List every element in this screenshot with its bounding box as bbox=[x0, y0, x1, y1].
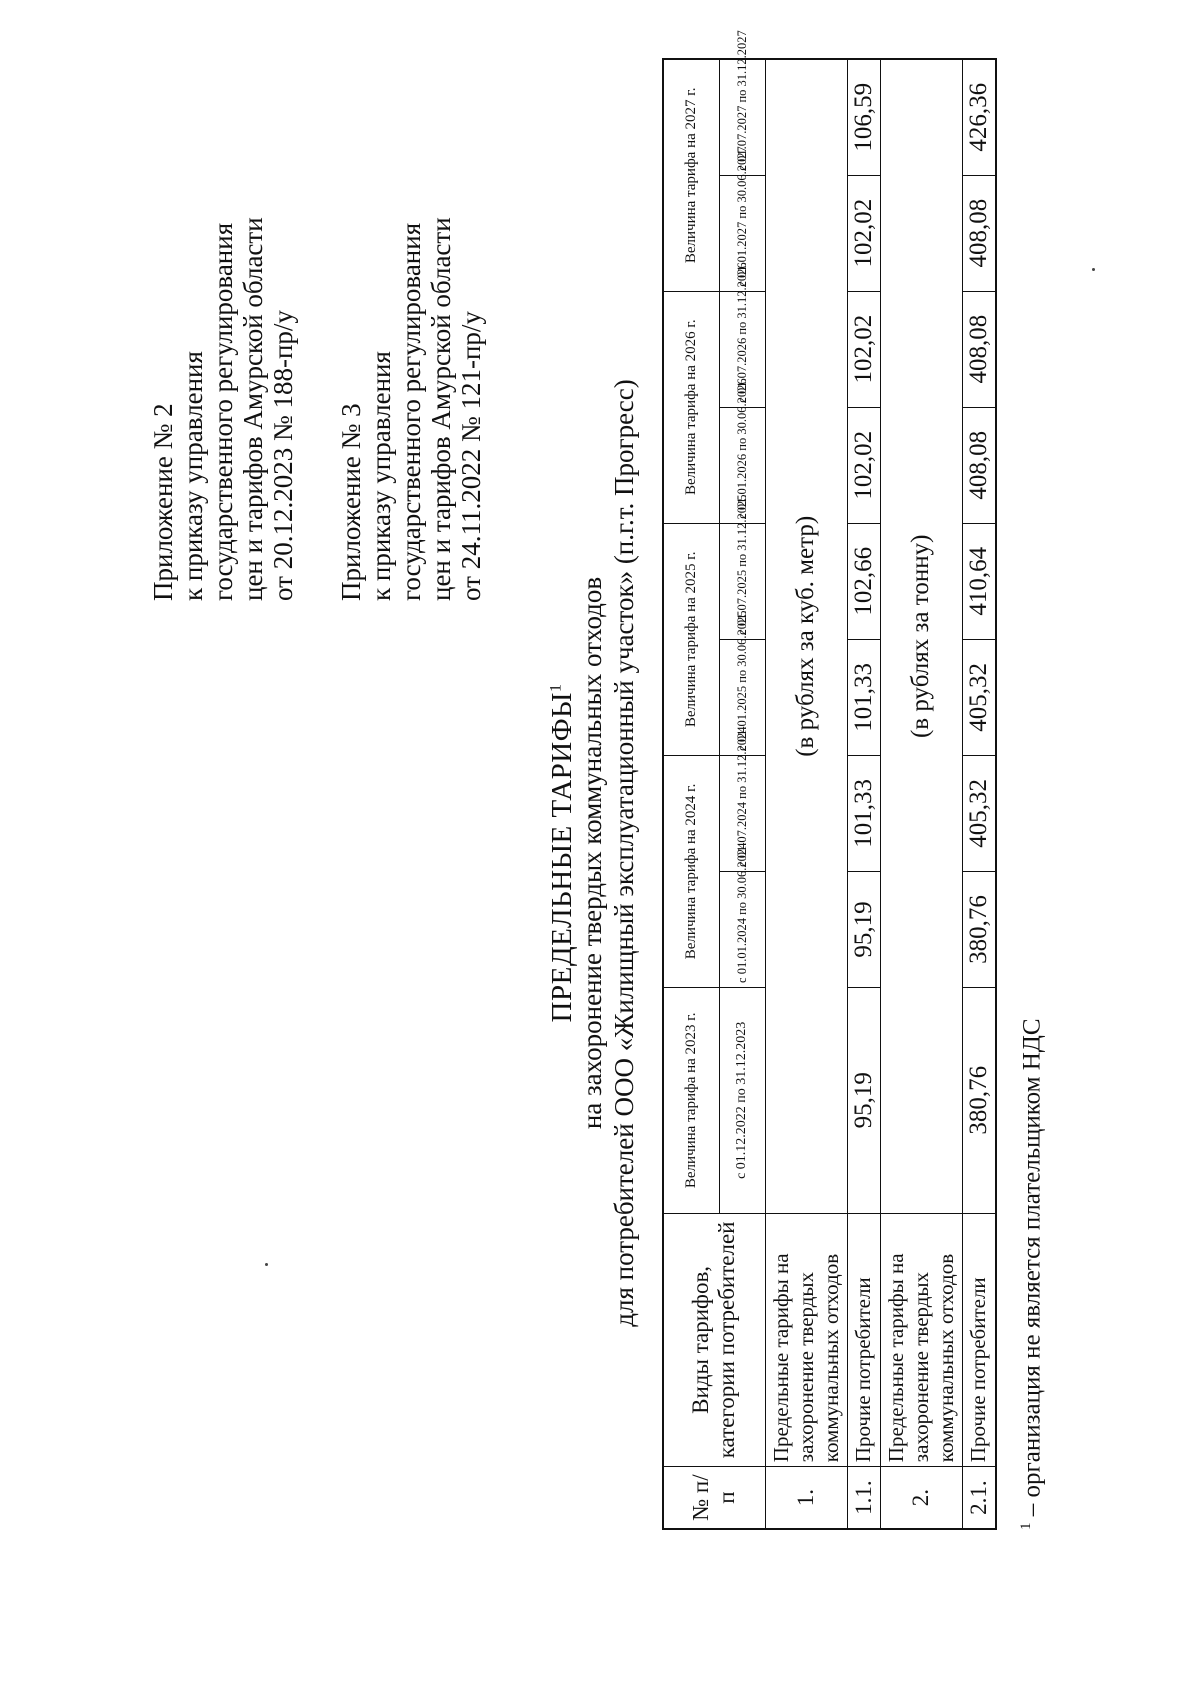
header-period: с 01.07.2027 по 31.12.2027 bbox=[719, 59, 765, 175]
tariff-value: 408,08 bbox=[962, 175, 996, 291]
appendix-line: цен и тарифов Амурской области bbox=[426, 217, 456, 601]
table-row bbox=[880, 59, 962, 1529]
tariff-value: 95,19 bbox=[847, 987, 880, 1213]
tariff-value: 101,33 bbox=[847, 639, 880, 755]
appendix-line: к приказу управления bbox=[366, 351, 396, 601]
header-year-2023: Величина тарифа на 2023 г. bbox=[663, 987, 719, 1213]
header-year-2027: Величина тарифа на 2027 г. bbox=[663, 59, 719, 291]
table-header-row bbox=[663, 59, 719, 1529]
header-year-2026: Величина тарифа на 2026 г. bbox=[663, 291, 719, 523]
table-row bbox=[962, 59, 996, 1529]
row-number: 2. bbox=[880, 1467, 962, 1529]
document-subtitle-line: на захоронение твердых коммунальных отходов bbox=[577, 576, 607, 1130]
row-category: Прочие потребители bbox=[962, 1213, 996, 1467]
appendix-line: Приложение № 2 bbox=[148, 403, 178, 601]
row-number: 2.1. bbox=[962, 1467, 996, 1529]
table-row bbox=[765, 59, 847, 1529]
tariff-table bbox=[662, 30, 997, 1530]
header-period: с 01.01.2026 по 30.06.2026 bbox=[719, 407, 765, 523]
appendix-line: государственного регулирования bbox=[396, 222, 426, 601]
tariff-value: 101,33 bbox=[847, 755, 880, 871]
scan-speck bbox=[1092, 268, 1095, 271]
footnote-mark: 1 bbox=[1018, 1522, 1034, 1530]
header-num: № п/п bbox=[663, 1467, 765, 1529]
tariff-value: 102,02 bbox=[847, 407, 880, 523]
header-period: с 01.07.2024 по 31.12.2024 bbox=[719, 755, 765, 871]
appendix-header-original bbox=[336, 81, 486, 601]
tariff-value: 408,08 bbox=[962, 291, 996, 407]
header-period: с 01.01.2027 по 30.06.2027 bbox=[719, 175, 765, 291]
appendix-header-current bbox=[148, 81, 298, 601]
tariff-value: 408,08 bbox=[962, 407, 996, 523]
tariff-value: 380,76 bbox=[962, 987, 996, 1213]
appendix-line: Приложение № 3 bbox=[336, 403, 366, 601]
appendix-line: государственного регулирования bbox=[208, 222, 238, 601]
appendix-line: цен и тарифов Амурской области bbox=[238, 217, 268, 601]
unit-note: (в рублях за тонну) bbox=[880, 59, 962, 1213]
appendix-line: от 20.12.2023 № 188-пр/у bbox=[268, 310, 298, 601]
scan-speck bbox=[265, 1263, 268, 1266]
header-period: с 01.12.2022 по 31.12.2023 bbox=[719, 987, 765, 1213]
tariff-value: 95,19 bbox=[847, 871, 880, 987]
header-period: с 01.01.2025 по 30.06.2025 bbox=[719, 639, 765, 755]
header-period: с 01.01.2024 по 30.06.2024 bbox=[719, 871, 765, 987]
tariff-value: 106,59 bbox=[847, 59, 880, 175]
header-year-2025: Величина тарифа на 2025 г. bbox=[663, 523, 719, 755]
document-subtitle-line: для потребителей ООО «Жилищный эксплуатационный участок» (п.г.т. Прогресс) bbox=[609, 379, 639, 1327]
unit-note: (в рублях за куб. метр) bbox=[765, 59, 847, 1213]
row-number: 1.1. bbox=[847, 1467, 880, 1529]
header-category: Виды тарифов, категории потребителей bbox=[663, 1213, 765, 1467]
header-year-2024: Величина тарифа на 2024 г. bbox=[663, 755, 719, 987]
title-footnote-mark: 1 bbox=[547, 683, 565, 693]
footnote-text: – организация не является плательщиком НДС bbox=[1018, 1018, 1046, 1517]
tariff-value: 102,02 bbox=[847, 175, 880, 291]
footnote bbox=[1018, 1018, 1046, 1530]
table-row bbox=[847, 59, 880, 1529]
row-category: Предельные тарифы на захоронение твердых коммунальных отходов bbox=[880, 1213, 962, 1467]
tariff-value: 405,32 bbox=[962, 755, 996, 871]
row-category: Предельные тарифы на захоронение твердых коммунальных отходов bbox=[765, 1213, 847, 1467]
appendix-line: к приказу управления bbox=[178, 351, 208, 601]
tariff-value: 102,02 bbox=[847, 291, 880, 407]
document-title bbox=[546, 0, 579, 1706]
tariff-value: 102,66 bbox=[847, 523, 880, 639]
appendix-line: от 24.11.2022 № 121-пр/у bbox=[456, 311, 486, 601]
tariff-value: 410,64 bbox=[962, 523, 996, 639]
document-title-text: ПРЕДЕЛЬНЫЕ ТАРИФЫ bbox=[546, 692, 578, 1023]
row-number: 1. bbox=[765, 1467, 847, 1529]
header-period: с 01.07.2025 по 31.12.2025 bbox=[719, 523, 765, 639]
row-category: Прочие потребители bbox=[847, 1213, 880, 1467]
tariff-value: 405,32 bbox=[962, 639, 996, 755]
tariff-value: 380,76 bbox=[962, 871, 996, 987]
header-period: с 01.07.2026 по 31.12.2026 bbox=[719, 291, 765, 407]
tariff-value: 426,36 bbox=[962, 59, 996, 175]
